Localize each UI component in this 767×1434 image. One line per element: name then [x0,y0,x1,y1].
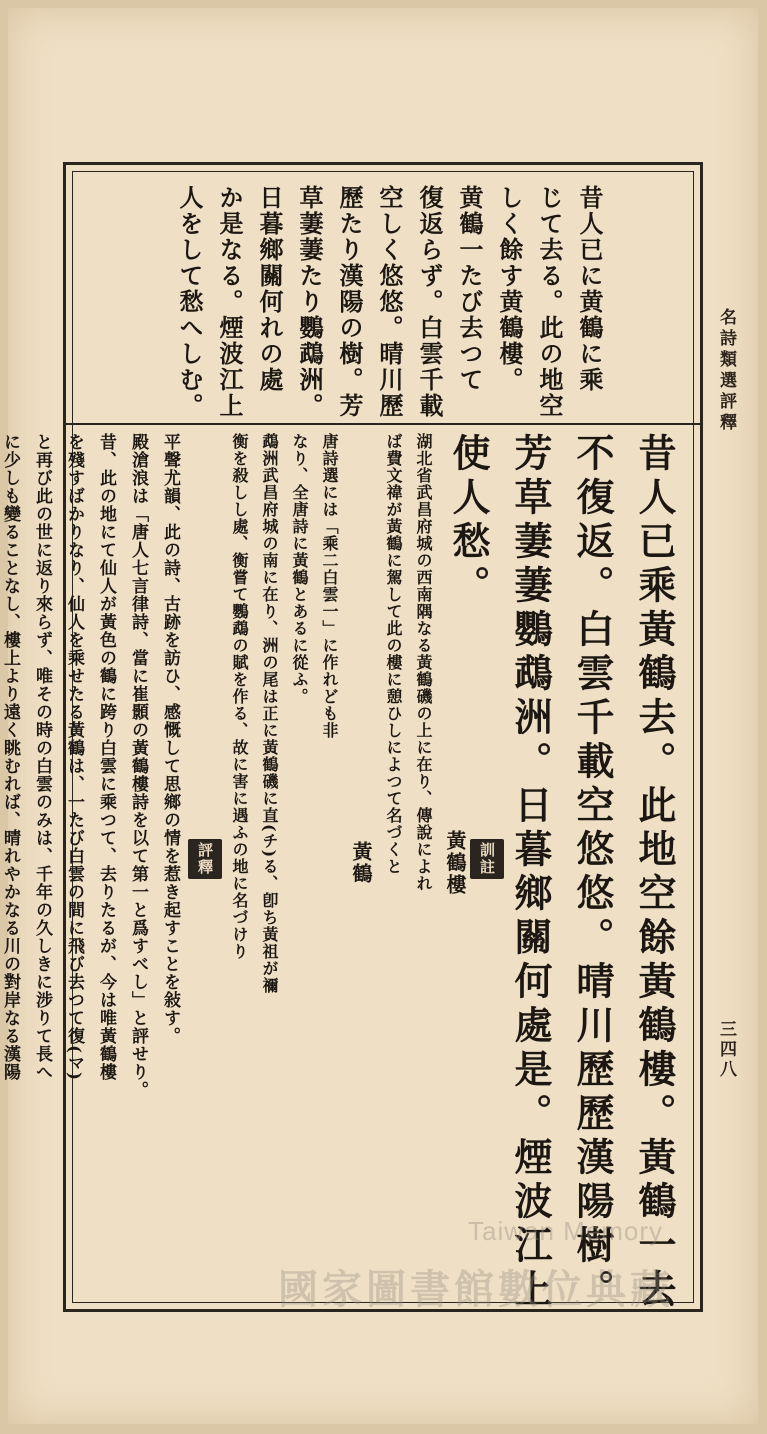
translation-line: 空しく悠悠。晴川歷 [375,185,404,419]
note-label-col [346,433,376,1293]
commentary-label-col [188,433,222,1293]
translation-line: 人をして愁へしむ。 [175,185,204,419]
page-number: 三四八 [716,1020,736,1080]
poem-line: 昔人已乘黃鶴去。此地空餘黃鶴樓。黃鶴一去 [632,433,677,1313]
poem-line: 不復返。白雲千載空悠悠。晴川歷歷漢陽樹。 [570,433,615,1313]
commentary-line: を殘すばかりなり、仙人を乘せたる黃鶴は、一たび白雲の間に飛び去つて復(マ) [64,433,84,1082]
translation-line: 黄鶴一たび去つて [455,185,484,393]
notes-and-commentary [0,433,504,1293]
translation-line: じて去る。此の地空 [535,185,564,419]
watermark-chinese: 國家圖書館數位典藏 [278,1266,674,1313]
note-term: 黃鶴樓 [443,830,467,896]
translation-line: 復返らず。白雲千載 [415,185,444,419]
note-line: 湖北省武昌府城の西南隅なる黃鶴磯の上に在り、傳說によれ [414,433,433,892]
commentary-line: 殿滄浪は「唐人七言律詩、當に崔顥の黃鶴樓詩を以て第一と爲すべし」と評せり。 [128,433,148,1099]
notes-label-col [440,433,504,1293]
note-line: なり、全唐詩に黃鶴とあるに從ふ。 [290,433,309,705]
translation-line: か是なる。煙波江上 [215,185,244,419]
note-line: ば費文禕が黃鶴に駕して此の樓に憩ひしによつて名づくと [384,433,403,875]
commentary-line: 平聲尤韻、此の詩、古跡を訪ひ、感慨して思鄉の情を惹き起すことを敍す。 [160,433,180,1045]
notes-badge: 訓註 [470,839,504,879]
book-page [0,8,758,1424]
commentary-line: 昔、此の地にて仙人が黃色の鶴に跨り白雲に乘つて、去りたるが、今は唯黃鶴樓 [96,433,116,1081]
commentary-line: と再び此の世に返り來らず、唯その時の白雲のみは、千年の久しきに涉りて長へ [32,433,52,1081]
translation-line: 昔人已に黄鶴に乘 [575,185,604,393]
note-line: 鵡洲武昌府城の南に在り、洲の尾は正に黃鶴磯に直(チ)る、卽ち黃祖が禰 [260,433,279,995]
commentary-badge: 評釋 [188,839,222,879]
poem-line: 芳草萋萋鸚鵡洲。日暮鄉關何處是。煙波江上 [508,433,553,1313]
note-line: 衡を殺しし處、衡嘗て鸚鵡の賦を作る、故に害に遇ふの地に名づけり [230,433,249,960]
watermark-english: Taiwan Memory [468,1216,664,1246]
poem-line: 使人愁。 [446,433,491,609]
commentary-line: に少しも變ることなし、樓上より遠く眺むれば、晴れやかなる川の對岸なる漢陽 [0,433,20,1081]
section-divider [66,423,700,425]
translation-line: 日暮鄉關何れの處 [255,185,284,393]
book-title: 名詩類選評釋 [716,308,736,434]
translation-line: 歷たり漢陽の樹。芳 [335,185,364,419]
note-line: 唐詩選には「乘二白雲一」に作れども非 [320,433,339,739]
translation-line: 草萋萋たり鸚鵡洲。 [295,185,324,419]
translation-line: しく餘す黄鶴樓。 [495,185,524,393]
note-term: 黃鶴 [349,841,373,885]
top-translation [175,185,606,419]
text-frame [0,162,703,1313]
